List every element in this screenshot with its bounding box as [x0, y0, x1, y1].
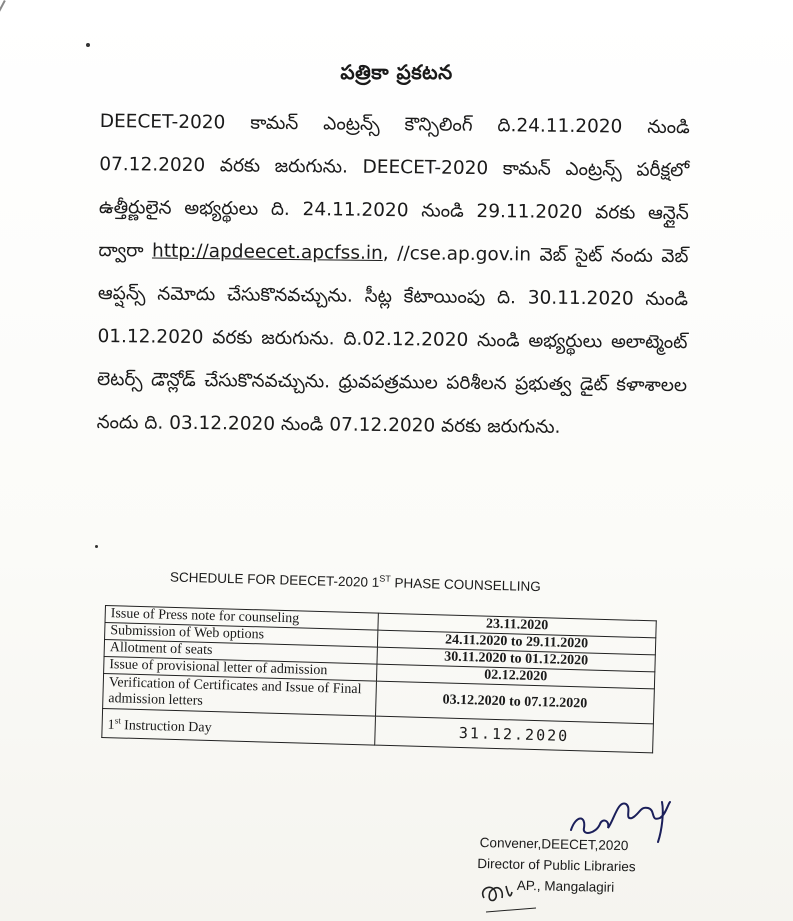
row-label: 1st Instruction Day [102, 708, 376, 745]
row-value: 23.11.2020 [378, 613, 656, 638]
signatory-designation: Convener,DEECET,2020 [479, 835, 629, 854]
scan-edge-mark [0, 0, 6, 63]
schedule-table [101, 605, 656, 753]
schedule-table-wrapper [101, 605, 656, 753]
row-value: 24.11.2020 to 29.11.2020 [377, 630, 655, 655]
paragraph-text-part-2: , //cse.ap.gov.in వెబ్ సైట్ నందు వెబ్ ఆప్షన్స్ నమోదు చేసుకొనవచ్చును. సీట్ల కేటాయింపు ది. 30.11.2020 నుండి 01.12.2020 వరకు జరుగును. ది.02.12.2020 నుండి అభ్యర్థులు అలాట్మెంట్ లెటర్స్ డౌన్లోడ్ చేసుకొనవచ్చును. ధ్రువపత్రముల పరిశీలన ప్రభుత్వ డైట్ కళాశాలల నందు ది. 03.12.2020 నుండి 07.12.2020 వరకు జరుగును. [96, 242, 689, 438]
press-note-paragraph [96, 100, 690, 450]
row-label: Issue of provisional letter of admission [104, 656, 377, 681]
scan-dot [95, 545, 98, 548]
row-label: Allotment of seats [104, 640, 377, 665]
scan-dot [86, 43, 90, 47]
row-value: 30.11.2020 to 01.12.2020 [377, 647, 655, 672]
row-label: Issue of Press note for counseling [105, 606, 378, 631]
website-link[interactable]: http://apdeecet.apcfss.in [151, 240, 383, 264]
signatory-office: Director of Public Libraries [477, 855, 636, 875]
handwritten-date-value: 31.12.2020 [375, 716, 654, 753]
row-value: 02.12.2020 [376, 664, 654, 689]
row-label: Verification of Certificates and Issue of Final admission letters [103, 673, 377, 716]
handwritten-initials-image [476, 878, 546, 918]
paragraph-text-part-1: DEECET-2020 కామన్ ఎంట్రన్స్ కౌన్సిలింగ్ ది.24.11.2020 నుండి 07.12.2020 వరకు జరుగును. DEECET-2020 కామన్ ఎంట్రన్స్ పరీక్షలో ఉత్తీర్ణులైన అభ్యర్థులు ది. 24.11.2020 నుండి 29.11.2020 వరకు ఆన్లైన్ ద్వారా [98, 110, 690, 262]
press-note-title: పత్రికా ప్రకటన [340, 60, 453, 84]
schedule-title: SCHEDULE FOR DEECET-2020 1ST PHASE COUNSELLING [169, 569, 541, 595]
row-label: Submission of Web options [105, 623, 378, 648]
row-value: 03.12.2020 to 07.12.2020 [376, 681, 655, 724]
signatory-location: AP., Mangalagiri [516, 877, 615, 895]
